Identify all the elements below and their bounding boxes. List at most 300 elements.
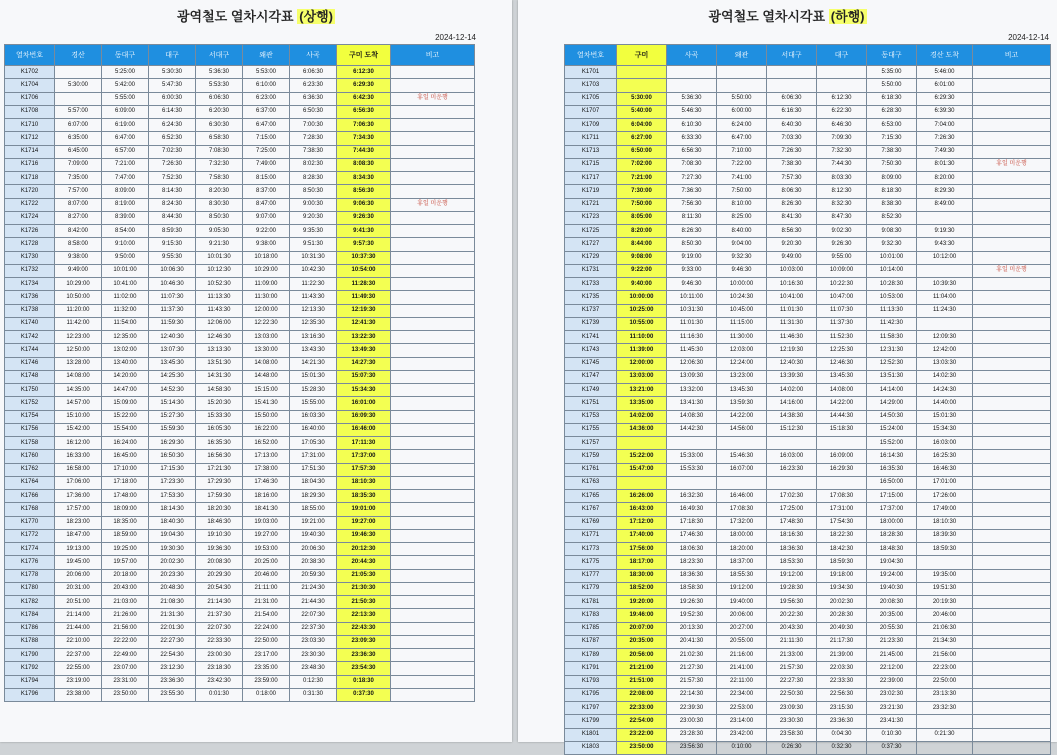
time-cell: 6:40:30: [767, 119, 817, 132]
time-cell: 18:00:00: [717, 529, 767, 542]
time-cell: 6:19:00: [102, 119, 149, 132]
time-cell: 12:50:00: [55, 344, 102, 357]
train-number-cell: K1704: [5, 79, 55, 92]
highlight-time-cell: 7:02:00: [617, 158, 667, 171]
table-row: [5, 423, 475, 436]
table-row: [5, 463, 475, 476]
time-cell: 16:52:00: [243, 437, 290, 450]
train-number-cell: K1749: [565, 384, 617, 397]
time-cell: 8:56:30: [767, 225, 817, 238]
time-cell: 6:45:00: [55, 145, 102, 158]
time-cell: 8:06:30: [767, 185, 817, 198]
time-cell: 13:41:30: [667, 397, 717, 410]
time-cell: 6:00:00: [717, 105, 767, 118]
time-cell: 21:16:00: [717, 649, 767, 662]
time-cell: 21:44:00: [55, 622, 102, 635]
time-cell: 22:12:00: [867, 662, 917, 675]
time-cell: 17:25:00: [767, 503, 817, 516]
time-cell: 5:53:30: [196, 79, 243, 92]
highlight-time-cell: 7:06:30: [337, 119, 391, 132]
time-cell: 14:47:00: [102, 384, 149, 397]
note-cell: 휴일 미운행: [973, 158, 1051, 171]
time-cell: 21:08:30: [149, 596, 196, 609]
time-cell: 14:44:30: [817, 410, 867, 423]
time-cell: 12:19:30: [767, 344, 817, 357]
time-cell: 22:34:00: [717, 688, 767, 701]
table-row: [565, 662, 1051, 675]
train-number-cell: K1797: [565, 702, 617, 715]
time-cell: 5:47:30: [149, 79, 196, 92]
time-cell: 11:07:30: [149, 291, 196, 304]
time-cell: 6:01:00: [917, 79, 973, 92]
note-cell: [391, 450, 475, 463]
note-cell: [973, 66, 1051, 79]
highlight-time-cell: 11:28:30: [337, 278, 391, 291]
time-cell: 8:38:30: [867, 198, 917, 211]
time-cell: 23:32:30: [917, 702, 973, 715]
time-cell: 23:30:30: [290, 649, 337, 662]
note-cell: [391, 132, 475, 145]
time-cell: 8:27:00: [55, 211, 102, 224]
train-number-cell: K1775: [565, 556, 617, 569]
time-cell: 15:59:30: [149, 423, 196, 436]
time-cell: 21:41:00: [717, 662, 767, 675]
time-cell: 7:09:00: [55, 158, 102, 171]
time-cell: 17:49:00: [917, 503, 973, 516]
highlight-time-cell: 5:40:00: [617, 105, 667, 118]
note-cell: 휴일 미운행: [973, 264, 1051, 277]
time-cell: 10:14:00: [867, 264, 917, 277]
time-cell: 20:43:00: [102, 582, 149, 595]
time-cell: 13:03:00: [243, 331, 290, 344]
highlight-time-cell: 8:20:00: [617, 225, 667, 238]
time-cell: 17:18:30: [667, 516, 717, 529]
time-cell: 8:12:30: [817, 185, 867, 198]
time-cell: 23:31:00: [102, 675, 149, 688]
time-cell: 0:10:00: [717, 741, 767, 754]
time-cell: 11:37:30: [149, 304, 196, 317]
time-cell: 21:03:00: [102, 596, 149, 609]
timetable-sheet-up: [0, 0, 512, 742]
table-row: [565, 132, 1051, 145]
time-cell: 18:20:00: [717, 543, 767, 556]
time-cell: 16:29:30: [817, 463, 867, 476]
time-cell: 18:46:30: [196, 516, 243, 529]
time-cell: 14:22:00: [817, 397, 867, 410]
time-cell: [667, 476, 717, 489]
time-cell: 14:38:30: [767, 410, 817, 423]
time-cell: 21:11:00: [243, 582, 290, 595]
table-row: [5, 238, 475, 251]
time-cell: 7:57:30: [767, 172, 817, 185]
timetable-down: [564, 44, 1051, 755]
note-cell: [973, 516, 1051, 529]
time-cell: 7:22:00: [717, 158, 767, 171]
train-number-cell: K1701: [565, 66, 617, 79]
time-cell: 10:39:30: [917, 278, 973, 291]
highlight-time-cell: 13:35:00: [617, 397, 667, 410]
time-cell: 20:27:00: [717, 622, 767, 635]
time-cell: 7:25:00: [243, 145, 290, 158]
train-number-cell: K1770: [5, 516, 55, 529]
title-direction: (하행): [830, 9, 865, 24]
time-cell: 20:08:30: [867, 596, 917, 609]
time-cell: 6:58:30: [196, 132, 243, 145]
time-cell: 6:18:30: [867, 92, 917, 105]
table-row: [5, 490, 475, 503]
note-cell: [391, 635, 475, 648]
note-cell: [391, 225, 475, 238]
note-cell: 휴일 미운행: [391, 92, 475, 105]
time-cell: 15:27:30: [149, 410, 196, 423]
time-cell: [717, 437, 767, 450]
col-header: 열차번호: [565, 45, 617, 66]
time-cell: 15:53:30: [667, 463, 717, 476]
highlight-time-cell: 9:22:00: [617, 264, 667, 277]
time-cell: 7:26:30: [917, 132, 973, 145]
time-cell: 5:46:30: [667, 105, 717, 118]
time-cell: 9:43:30: [917, 238, 973, 251]
time-cell: 10:16:30: [767, 278, 817, 291]
time-cell: 11:02:00: [102, 291, 149, 304]
table-row: [565, 384, 1051, 397]
highlight-time-cell: 21:05:30: [337, 569, 391, 582]
table-row: [5, 410, 475, 423]
time-cell: 6:30:30: [196, 119, 243, 132]
note-cell: [973, 370, 1051, 383]
highlight-time-cell: 19:27:00: [337, 516, 391, 529]
time-cell: 17:36:00: [55, 490, 102, 503]
table-row: [5, 105, 475, 118]
table-row: [5, 675, 475, 688]
time-cell: 15:14:30: [149, 397, 196, 410]
note-cell: [391, 476, 475, 489]
time-cell: 16:03:00: [767, 450, 817, 463]
time-cell: 18:55:30: [717, 569, 767, 582]
highlight-time-cell: 12:19:30: [337, 304, 391, 317]
time-cell: 20:02:30: [817, 596, 867, 609]
time-cell: 8:40:00: [717, 225, 767, 238]
time-cell: 19:30:30: [149, 543, 196, 556]
table-row: [565, 702, 1051, 715]
time-cell: 6:06:30: [196, 92, 243, 105]
time-cell: 23:56:30: [667, 741, 717, 754]
train-number-cell: K1702: [5, 66, 55, 79]
time-cell: 17:38:00: [243, 463, 290, 476]
time-cell: 5:55:00: [102, 92, 149, 105]
time-cell: 14:14:00: [867, 384, 917, 397]
time-cell: 17:15:30: [149, 463, 196, 476]
time-cell: 16:12:00: [55, 437, 102, 450]
time-cell: 14:08:30: [667, 410, 717, 423]
time-cell: 11:16:30: [667, 331, 717, 344]
time-cell: 7:27:30: [667, 172, 717, 185]
time-cell: 14:08:00: [243, 357, 290, 370]
col-header: 왜관: [243, 45, 290, 66]
train-number-cell: K1717: [565, 172, 617, 185]
train-number-cell: K1801: [565, 728, 617, 741]
table-row: [5, 304, 475, 317]
time-cell: 14:20:00: [102, 370, 149, 383]
highlight-time-cell: 8:56:30: [337, 185, 391, 198]
time-cell: 9:00:30: [290, 198, 337, 211]
time-cell: 6:47:00: [102, 132, 149, 145]
time-cell: 12:09:30: [917, 331, 973, 344]
time-cell: 20:19:30: [917, 596, 973, 609]
note-cell: [973, 344, 1051, 357]
highlight-time-cell: 15:22:00: [617, 450, 667, 463]
time-cell: 6:09:00: [102, 105, 149, 118]
time-cell: 16:46:30: [917, 463, 973, 476]
time-cell: 9:32:30: [717, 251, 767, 264]
note-cell: [391, 172, 475, 185]
time-cell: 20:46:00: [917, 609, 973, 622]
col-header-departure: 구미: [617, 45, 667, 66]
time-cell: 18:04:30: [290, 476, 337, 489]
time-cell: 11:31:30: [767, 317, 817, 330]
time-cell: 16:35:30: [867, 463, 917, 476]
time-cell: 20:38:30: [290, 556, 337, 569]
time-cell: 6:53:00: [867, 119, 917, 132]
time-cell: 7:26:30: [767, 145, 817, 158]
time-cell: 23:21:30: [867, 702, 917, 715]
time-cell: 20:02:30: [149, 556, 196, 569]
table-row: [565, 543, 1051, 556]
note-cell: [391, 649, 475, 662]
time-cell: 23:36:30: [817, 715, 867, 728]
time-cell: 13:28:00: [55, 357, 102, 370]
highlight-time-cell: [617, 79, 667, 92]
time-cell: 9:33:00: [667, 264, 717, 277]
time-cell: 13:09:30: [667, 370, 717, 383]
time-cell: 7:44:30: [817, 158, 867, 171]
train-number-cell: K1780: [5, 582, 55, 595]
time-cell: 7:49:00: [243, 158, 290, 171]
time-cell: 19:18:00: [817, 569, 867, 582]
table-row: [565, 450, 1051, 463]
time-cell: 8:39:00: [102, 211, 149, 224]
highlight-time-cell: 21:51:00: [617, 675, 667, 688]
time-cell: 22:23:00: [917, 662, 973, 675]
time-cell: 23:36:30: [149, 675, 196, 688]
time-cell: 11:01:30: [667, 317, 717, 330]
note-cell: [391, 410, 475, 423]
highlight-time-cell: 19:20:00: [617, 596, 667, 609]
time-cell: 12:35:30: [290, 317, 337, 330]
time-cell: 14:52:30: [149, 384, 196, 397]
table-row: [5, 609, 475, 622]
time-cell: 18:47:00: [55, 529, 102, 542]
note-cell: [391, 569, 475, 582]
table-row: [5, 688, 475, 701]
time-cell: 23:19:00: [55, 675, 102, 688]
note-cell: [391, 675, 475, 688]
time-cell: 23:35:00: [243, 662, 290, 675]
note-cell: [973, 423, 1051, 436]
time-cell: 19:40:30: [290, 529, 337, 542]
time-cell: 9:46:30: [717, 264, 767, 277]
time-cell: 16:05:30: [196, 423, 243, 436]
time-cell: 10:52:30: [196, 278, 243, 291]
time-cell: 15:46:30: [717, 450, 767, 463]
time-cell: 10:12:30: [196, 264, 243, 277]
note-cell: [391, 516, 475, 529]
time-cell: 21:34:30: [917, 635, 973, 648]
table-row: [5, 582, 475, 595]
train-number-cell: K1795: [565, 688, 617, 701]
note-cell: [391, 331, 475, 344]
train-number-cell: K1768: [5, 503, 55, 516]
time-cell: 7:38:30: [290, 145, 337, 158]
time-cell: 20:18:00: [102, 569, 149, 582]
time-cell: 15:15:00: [243, 384, 290, 397]
time-cell: 21:45:00: [867, 649, 917, 662]
time-cell: 18:16:00: [243, 490, 290, 503]
time-cell: 21:31:00: [243, 596, 290, 609]
highlight-time-cell: 22:33:00: [617, 702, 667, 715]
time-cell: 8:07:00: [55, 198, 102, 211]
time-cell: 20:06:30: [290, 543, 337, 556]
time-cell: 13:02:00: [102, 344, 149, 357]
time-cell: 19:12:00: [767, 569, 817, 582]
time-cell: 7:32:30: [817, 145, 867, 158]
note-cell: [391, 158, 475, 171]
train-number-cell: K1803: [565, 741, 617, 754]
time-cell: 9:10:00: [102, 238, 149, 251]
time-cell: 11:15:00: [717, 317, 767, 330]
table-row: [565, 688, 1051, 701]
page-title: [518, 6, 1057, 25]
time-cell: 19:57:00: [102, 556, 149, 569]
train-number-cell: K1789: [565, 649, 617, 662]
time-cell: 22:27:30: [767, 675, 817, 688]
time-cell: [767, 79, 817, 92]
time-cell: 5:36:30: [667, 92, 717, 105]
time-cell: 8:32:30: [817, 198, 867, 211]
time-cell: 12:03:00: [717, 344, 767, 357]
time-cell: 18:23:00: [55, 516, 102, 529]
highlight-time-cell: 23:09:30: [337, 635, 391, 648]
time-cell: 20:51:00: [55, 596, 102, 609]
note-cell: [973, 490, 1051, 503]
highlight-time-cell: 6:42:30: [337, 92, 391, 105]
time-cell: 21:06:30: [917, 622, 973, 635]
time-cell: 9:46:30: [667, 278, 717, 291]
time-cell: 9:15:30: [149, 238, 196, 251]
time-cell: 13:30:00: [243, 344, 290, 357]
train-number-cell: K1732: [5, 264, 55, 277]
time-cell: 0:01:30: [196, 688, 243, 701]
table-row: [5, 278, 475, 291]
train-number-cell: K1792: [5, 662, 55, 675]
train-number-cell: K1772: [5, 529, 55, 542]
time-cell: 23:02:30: [867, 688, 917, 701]
table-row: [565, 211, 1051, 224]
train-number-cell: K1755: [565, 423, 617, 436]
note-cell: [391, 238, 475, 251]
time-cell: 21:56:00: [102, 622, 149, 635]
table-row: [5, 92, 475, 105]
time-cell: 17:02:30: [767, 490, 817, 503]
highlight-time-cell: 9:26:30: [337, 211, 391, 224]
note-cell: [973, 211, 1051, 224]
highlight-time-cell: [617, 66, 667, 79]
time-cell: 14:29:00: [867, 397, 917, 410]
time-cell: 22:01:30: [149, 622, 196, 635]
time-cell: 6:16:30: [767, 105, 817, 118]
time-cell: 16:07:00: [717, 463, 767, 476]
time-cell: 16:23:30: [767, 463, 817, 476]
time-cell: 15:33:00: [667, 450, 717, 463]
time-cell: 6:46:30: [817, 119, 867, 132]
note-cell: [973, 384, 1051, 397]
time-cell: 10:46:30: [149, 278, 196, 291]
note-cell: [391, 609, 475, 622]
time-cell: 8:44:30: [149, 211, 196, 224]
time-cell: 7:41:00: [717, 172, 767, 185]
table-row: [5, 437, 475, 450]
time-cell: 11:58:30: [867, 331, 917, 344]
time-cell: 15:50:00: [243, 410, 290, 423]
note-cell: [391, 278, 475, 291]
highlight-time-cell: 14:02:00: [617, 410, 667, 423]
time-cell: 10:50:00: [55, 291, 102, 304]
train-number-cell: K1721: [565, 198, 617, 211]
time-cell: 19:34:30: [817, 582, 867, 595]
note-cell: [973, 728, 1051, 741]
time-cell: 7:47:00: [102, 172, 149, 185]
note-cell: [973, 397, 1051, 410]
train-number-cell: K1745: [565, 357, 617, 370]
table-row: [565, 357, 1051, 370]
train-number-cell: K1725: [565, 225, 617, 238]
time-cell: 17:31:00: [290, 450, 337, 463]
time-cell: 9:38:00: [243, 238, 290, 251]
highlight-time-cell: 23:50:00: [617, 741, 667, 754]
time-cell: 13:45:30: [817, 370, 867, 383]
time-cell: 19:52:30: [667, 609, 717, 622]
time-cell: 17:15:00: [867, 490, 917, 503]
time-cell: 19:13:00: [55, 543, 102, 556]
time-cell: 16:25:30: [917, 450, 973, 463]
train-number-cell: K1728: [5, 238, 55, 251]
time-cell: [767, 476, 817, 489]
note-cell: [391, 119, 475, 132]
time-cell: 12:40:30: [149, 331, 196, 344]
highlight-time-cell: 7:30:00: [617, 185, 667, 198]
note-cell: [391, 185, 475, 198]
train-number-cell: K1769: [565, 516, 617, 529]
table-row: [5, 66, 475, 79]
train-number-cell: K1710: [5, 119, 55, 132]
time-cell: 23:42:30: [196, 675, 243, 688]
title-direction: (상행): [299, 9, 334, 24]
train-number-cell: K1761: [565, 463, 617, 476]
time-cell: 16:49:30: [667, 503, 717, 516]
highlight-time-cell: 14:27:30: [337, 357, 391, 370]
highlight-time-cell: 8:05:00: [617, 211, 667, 224]
table-row: [565, 675, 1051, 688]
time-cell: 8:37:00: [243, 185, 290, 198]
time-cell: [917, 317, 973, 330]
train-number-cell: K1767: [565, 503, 617, 516]
table-row: [5, 357, 475, 370]
train-number-cell: K1737: [565, 304, 617, 317]
highlight-time-cell: 17:12:00: [617, 516, 667, 529]
time-cell: 19:27:00: [243, 529, 290, 542]
table-row: [565, 423, 1051, 436]
time-cell: 18:59:00: [102, 529, 149, 542]
